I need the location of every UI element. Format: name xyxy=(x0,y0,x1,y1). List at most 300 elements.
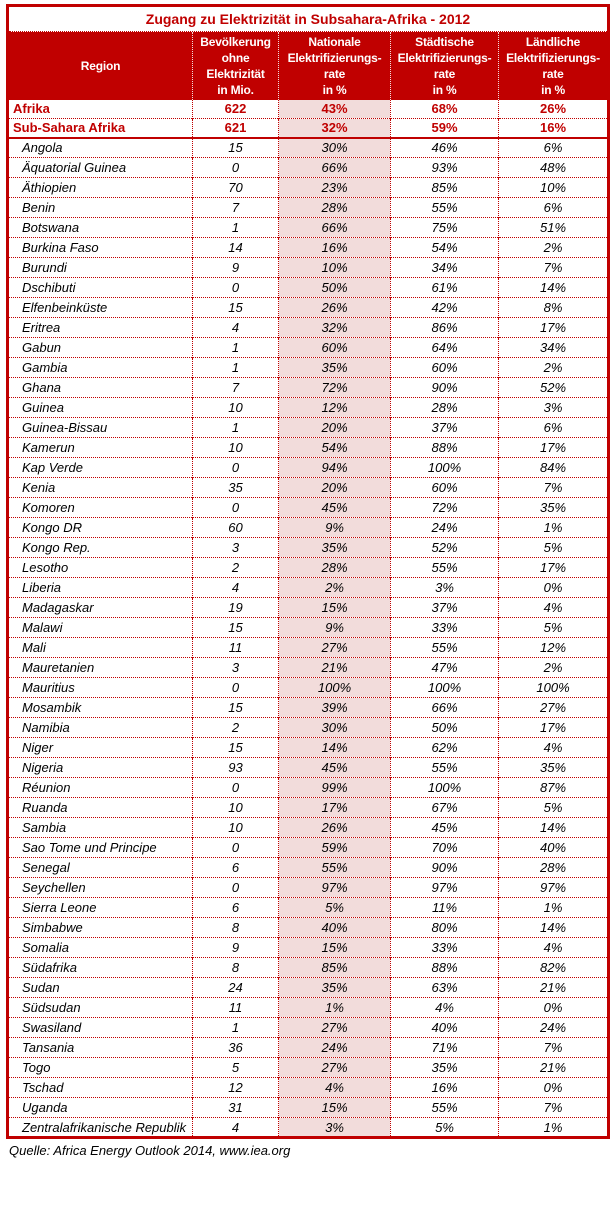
cell-region: Gabun xyxy=(8,338,193,358)
cell-rural-rate: 14% xyxy=(499,278,609,298)
cell-population: 5 xyxy=(193,1058,279,1078)
cell-national-rate: 12% xyxy=(279,398,391,418)
cell-urban-rate: 97% xyxy=(391,878,499,898)
cell-region: Madagaskar xyxy=(8,598,193,618)
table-row xyxy=(8,878,609,898)
country-rows xyxy=(8,138,609,1138)
cell-population: 3 xyxy=(193,538,279,558)
cell-population: 93 xyxy=(193,758,279,778)
table-row xyxy=(8,278,609,298)
cell-rural-rate: 7% xyxy=(499,478,609,498)
cell-urban-rate: 33% xyxy=(391,938,499,958)
cell-urban-rate: 100% xyxy=(391,458,499,478)
cell-rural-rate: 27% xyxy=(499,698,609,718)
cell-urban-rate: 37% xyxy=(391,598,499,618)
column-header-line: ohne xyxy=(221,50,250,65)
cell-population: 7 xyxy=(193,198,279,218)
cell-population: 8 xyxy=(193,918,279,938)
cell-national-rate: 9% xyxy=(279,618,391,638)
cell-rural-rate: 5% xyxy=(499,798,609,818)
cell-rural-rate: 4% xyxy=(499,738,609,758)
table-row xyxy=(8,578,609,598)
cell-region: Liberia xyxy=(8,578,193,598)
cell-urban-rate: 70% xyxy=(391,838,499,858)
cell-region: Benin xyxy=(8,198,193,218)
cell-rural-rate: 17% xyxy=(499,558,609,578)
table-row xyxy=(8,898,609,918)
cell-urban-rate: 3% xyxy=(391,578,499,598)
cell-urban-rate: 86% xyxy=(391,318,499,338)
cell-urban-rate: 90% xyxy=(391,858,499,878)
cell-population: 9 xyxy=(193,938,279,958)
cell-population: 0 xyxy=(193,498,279,518)
cell-population: 11 xyxy=(193,998,279,1018)
cell-population: 10 xyxy=(193,398,279,418)
cell-national-rate: 17% xyxy=(279,798,391,818)
table-row xyxy=(8,778,609,798)
cell-rural-rate: 26% xyxy=(499,100,609,119)
cell-rural-rate: 100% xyxy=(499,678,609,698)
table-row xyxy=(8,418,609,438)
table-row xyxy=(8,598,609,618)
cell-urban-rate: 45% xyxy=(391,818,499,838)
cell-region: Gambia xyxy=(8,358,193,378)
cell-urban-rate: 66% xyxy=(391,698,499,718)
column-header-line: Ländliche xyxy=(525,34,581,49)
table-row xyxy=(8,998,609,1018)
cell-national-rate: 26% xyxy=(279,298,391,318)
cell-rural-rate: 6% xyxy=(499,198,609,218)
table-row xyxy=(8,658,609,678)
cell-region: Äquatorial Guinea xyxy=(8,158,193,178)
cell-national-rate: 94% xyxy=(279,458,391,478)
column-header-row xyxy=(8,32,609,100)
cell-rural-rate: 48% xyxy=(499,158,609,178)
table-row xyxy=(8,1118,609,1138)
cell-national-rate: 30% xyxy=(279,718,391,738)
cell-rural-rate: 2% xyxy=(499,238,609,258)
cell-rural-rate: 87% xyxy=(499,778,609,798)
cell-region: Kenia xyxy=(8,478,193,498)
cell-rural-rate: 2% xyxy=(499,658,609,678)
cell-national-rate: 35% xyxy=(279,978,391,998)
summary-row xyxy=(8,119,609,138)
cell-rural-rate: 21% xyxy=(499,1058,609,1078)
table-row xyxy=(8,398,609,418)
cell-population: 1 xyxy=(193,1018,279,1038)
table-row xyxy=(8,718,609,738)
cell-urban-rate: 90% xyxy=(391,378,499,398)
cell-national-rate: 39% xyxy=(279,698,391,718)
cell-population: 7 xyxy=(193,378,279,398)
cell-region: Tschad xyxy=(8,1078,193,1098)
cell-urban-rate: 42% xyxy=(391,298,499,318)
cell-rural-rate: 1% xyxy=(499,898,609,918)
cell-national-rate: 28% xyxy=(279,558,391,578)
cell-rural-rate: 34% xyxy=(499,338,609,358)
cell-rural-rate: 1% xyxy=(499,518,609,538)
cell-urban-rate: 11% xyxy=(391,898,499,918)
cell-region: Senegal xyxy=(8,858,193,878)
source-caption: Quelle: Africa Energy Outlook 2014, www.iea.org xyxy=(9,1143,291,1158)
cell-urban-rate: 88% xyxy=(391,958,499,978)
cell-population: 15 xyxy=(193,738,279,758)
cell-urban-rate: 60% xyxy=(391,358,499,378)
cell-region: Swasiland xyxy=(8,1018,193,1038)
cell-population: 0 xyxy=(193,838,279,858)
column-header-line: Städtische xyxy=(415,34,474,49)
cell-population: 10 xyxy=(193,438,279,458)
cell-rural-rate: 84% xyxy=(499,458,609,478)
cell-urban-rate: 85% xyxy=(391,178,499,198)
cell-urban-rate: 71% xyxy=(391,1038,499,1058)
column-header-line: Elektrizität xyxy=(206,66,265,81)
cell-region: Mali xyxy=(8,638,193,658)
cell-rural-rate: 6% xyxy=(499,418,609,438)
cell-urban-rate: 64% xyxy=(391,338,499,358)
cell-urban-rate: 68% xyxy=(391,100,499,119)
cell-national-rate: 45% xyxy=(279,498,391,518)
cell-urban-rate: 100% xyxy=(391,778,499,798)
cell-rural-rate: 4% xyxy=(499,938,609,958)
cell-urban-rate: 54% xyxy=(391,238,499,258)
electrification-table xyxy=(6,4,610,1139)
cell-region: Somalia xyxy=(8,938,193,958)
column-header-line: rate xyxy=(433,66,456,81)
cell-urban-rate: 60% xyxy=(391,478,499,498)
cell-population: 4 xyxy=(193,1118,279,1138)
cell-population: 0 xyxy=(193,778,279,798)
cell-national-rate: 2% xyxy=(279,578,391,598)
cell-population: 1 xyxy=(193,358,279,378)
column-header-rural-rate xyxy=(499,32,609,100)
cell-rural-rate: 0% xyxy=(499,998,609,1018)
cell-rural-rate: 0% xyxy=(499,1078,609,1098)
cell-national-rate: 72% xyxy=(279,378,391,398)
cell-urban-rate: 88% xyxy=(391,438,499,458)
cell-national-rate: 24% xyxy=(279,1038,391,1058)
cell-urban-rate: 52% xyxy=(391,538,499,558)
cell-urban-rate: 35% xyxy=(391,1058,499,1078)
cell-region: Botswana xyxy=(8,218,193,238)
cell-urban-rate: 55% xyxy=(391,638,499,658)
table-row xyxy=(8,1098,609,1118)
cell-urban-rate: 37% xyxy=(391,418,499,438)
cell-population: 622 xyxy=(193,100,279,119)
cell-population: 0 xyxy=(193,678,279,698)
cell-region: Elfenbeinküste xyxy=(8,298,193,318)
cell-region: Angola xyxy=(8,138,193,158)
cell-population: 10 xyxy=(193,798,279,818)
cell-national-rate: 30% xyxy=(279,138,391,158)
cell-national-rate: 43% xyxy=(279,100,391,119)
table-row xyxy=(8,178,609,198)
cell-rural-rate: 12% xyxy=(499,638,609,658)
cell-population: 6 xyxy=(193,858,279,878)
cell-urban-rate: 4% xyxy=(391,998,499,1018)
cell-region: Afrika xyxy=(13,101,50,117)
table-row xyxy=(8,918,609,938)
column-header-line: Nationale xyxy=(308,34,361,49)
cell-region: Kamerun xyxy=(8,438,193,458)
cell-rural-rate: 35% xyxy=(499,758,609,778)
cell-region: Guinea xyxy=(8,398,193,418)
column-header-population-without-electricity xyxy=(193,32,279,100)
cell-rural-rate: 3% xyxy=(499,398,609,418)
cell-national-rate: 21% xyxy=(279,658,391,678)
cell-national-rate: 27% xyxy=(279,1018,391,1038)
summary-rows xyxy=(8,100,609,138)
cell-national-rate: 15% xyxy=(279,938,391,958)
table-row xyxy=(8,558,609,578)
cell-population: 10 xyxy=(193,818,279,838)
table-row xyxy=(8,238,609,258)
table-row xyxy=(8,958,609,978)
table-row xyxy=(8,738,609,758)
column-header-national-rate xyxy=(279,32,391,100)
cell-region: Mosambik xyxy=(8,698,193,718)
cell-urban-rate: 72% xyxy=(391,498,499,518)
cell-region: Lesotho xyxy=(8,558,193,578)
cell-urban-rate: 16% xyxy=(391,1078,499,1098)
cell-population: 15 xyxy=(193,618,279,638)
cell-urban-rate: 63% xyxy=(391,978,499,998)
cell-national-rate: 27% xyxy=(279,638,391,658)
cell-population: 4 xyxy=(193,318,279,338)
cell-population: 1 xyxy=(193,418,279,438)
cell-rural-rate: 6% xyxy=(499,138,609,158)
cell-urban-rate: 46% xyxy=(391,138,499,158)
cell-national-rate: 99% xyxy=(279,778,391,798)
cell-rural-rate: 1% xyxy=(499,1118,609,1138)
cell-rural-rate: 24% xyxy=(499,1018,609,1038)
table-row xyxy=(8,818,609,838)
table-row xyxy=(8,838,609,858)
cell-national-rate: 50% xyxy=(279,278,391,298)
table-row xyxy=(8,478,609,498)
cell-rural-rate: 2% xyxy=(499,358,609,378)
cell-population: 15 xyxy=(193,138,279,158)
cell-population: 15 xyxy=(193,298,279,318)
table-row xyxy=(8,338,609,358)
column-header-line: in Mio. xyxy=(217,82,254,97)
cell-urban-rate: 40% xyxy=(391,1018,499,1038)
table-row xyxy=(8,978,609,998)
cell-region: Ghana xyxy=(8,378,193,398)
cell-national-rate: 60% xyxy=(279,338,391,358)
summary-row xyxy=(8,100,609,119)
table-row xyxy=(8,198,609,218)
cell-region: Ruanda xyxy=(8,798,193,818)
cell-national-rate: 28% xyxy=(279,198,391,218)
cell-national-rate: 100% xyxy=(279,678,391,698)
cell-rural-rate: 16% xyxy=(499,119,609,138)
cell-region: Kongo Rep. xyxy=(8,538,193,558)
cell-rural-rate: 52% xyxy=(499,378,609,398)
cell-region: Réunion xyxy=(8,778,193,798)
table-row xyxy=(8,618,609,638)
cell-rural-rate: 7% xyxy=(499,1038,609,1058)
cell-population: 8 xyxy=(193,958,279,978)
cell-population: 24 xyxy=(193,978,279,998)
cell-population: 36 xyxy=(193,1038,279,1058)
table-row xyxy=(8,858,609,878)
cell-region: Mauritius xyxy=(8,678,193,698)
cell-region: Togo xyxy=(8,1058,193,1078)
cell-region: Sao Tome und Principe xyxy=(8,838,193,858)
cell-urban-rate: 80% xyxy=(391,918,499,938)
cell-rural-rate: 7% xyxy=(499,1098,609,1118)
cell-region: Sierra Leone xyxy=(8,898,193,918)
column-header-line: Region xyxy=(80,58,121,73)
cell-national-rate: 32% xyxy=(279,119,391,138)
cell-national-rate: 85% xyxy=(279,958,391,978)
table-row xyxy=(8,318,609,338)
cell-rural-rate: 14% xyxy=(499,918,609,938)
cell-national-rate: 15% xyxy=(279,598,391,618)
cell-region: Südafrika xyxy=(8,958,193,978)
cell-urban-rate: 50% xyxy=(391,718,499,738)
cell-population: 6 xyxy=(193,898,279,918)
cell-population: 19 xyxy=(193,598,279,618)
column-header-line: in % xyxy=(432,82,457,97)
cell-rural-rate: 97% xyxy=(499,878,609,898)
cell-national-rate: 35% xyxy=(279,538,391,558)
cell-region: Kap Verde xyxy=(8,458,193,478)
cell-urban-rate: 55% xyxy=(391,558,499,578)
cell-national-rate: 4% xyxy=(279,1078,391,1098)
column-header-line: rate xyxy=(542,66,564,81)
cell-national-rate: 66% xyxy=(279,218,391,238)
cell-region: Mauretanien xyxy=(8,658,193,678)
cell-population: 60 xyxy=(193,518,279,538)
cell-region: Burundi xyxy=(8,258,193,278)
cell-population: 11 xyxy=(193,638,279,658)
column-header-line: Elektrifizierungs- xyxy=(397,50,492,65)
cell-region: Seychellen xyxy=(8,878,193,898)
cell-population: 0 xyxy=(193,278,279,298)
cell-rural-rate: 40% xyxy=(499,838,609,858)
cell-national-rate: 20% xyxy=(279,478,391,498)
cell-national-rate: 54% xyxy=(279,438,391,458)
column-header-line: Bevölkerung xyxy=(200,34,271,49)
cell-rural-rate: 51% xyxy=(499,218,609,238)
cell-population: 621 xyxy=(193,119,279,138)
cell-population: 31 xyxy=(193,1098,279,1118)
cell-region: Kongo DR xyxy=(8,518,193,538)
cell-population: 12 xyxy=(193,1078,279,1098)
cell-region: Uganda xyxy=(8,1098,193,1118)
cell-urban-rate: 67% xyxy=(391,798,499,818)
cell-national-rate: 5% xyxy=(279,898,391,918)
cell-urban-rate: 93% xyxy=(391,158,499,178)
cell-urban-rate: 59% xyxy=(391,119,499,138)
table-row xyxy=(8,138,609,158)
cell-urban-rate: 100% xyxy=(391,678,499,698)
table-row xyxy=(8,1058,609,1078)
table-row xyxy=(8,378,609,398)
cell-national-rate: 14% xyxy=(279,738,391,758)
table-row xyxy=(8,458,609,478)
cell-rural-rate: 82% xyxy=(499,958,609,978)
cell-national-rate: 3% xyxy=(279,1118,391,1138)
table-row xyxy=(8,498,609,518)
cell-rural-rate: 28% xyxy=(499,858,609,878)
table-row xyxy=(8,438,609,458)
cell-urban-rate: 33% xyxy=(391,618,499,638)
cell-urban-rate: 75% xyxy=(391,218,499,238)
column-header-urban-rate xyxy=(391,32,499,100)
cell-rural-rate: 17% xyxy=(499,438,609,458)
cell-rural-rate: 17% xyxy=(499,318,609,338)
column-header-line: rate xyxy=(323,66,346,81)
cell-rural-rate: 14% xyxy=(499,818,609,838)
title-row xyxy=(8,6,609,32)
cell-region: Burkina Faso xyxy=(8,238,193,258)
cell-rural-rate: 17% xyxy=(499,718,609,738)
column-header-line: in % xyxy=(541,82,565,97)
cell-population: 0 xyxy=(193,458,279,478)
cell-region: Sudan xyxy=(8,978,193,998)
cell-region: Komoren xyxy=(8,498,193,518)
cell-rural-rate: 8% xyxy=(499,298,609,318)
cell-population: 1 xyxy=(193,218,279,238)
cell-urban-rate: 55% xyxy=(391,758,499,778)
cell-region: Sambia xyxy=(8,818,193,838)
cell-rural-rate: 35% xyxy=(499,498,609,518)
cell-national-rate: 40% xyxy=(279,918,391,938)
column-header-region xyxy=(8,32,193,100)
cell-region: Sub-Sahara Afrika xyxy=(8,119,193,138)
cell-region: Eritrea xyxy=(8,318,193,338)
cell-rural-rate: 0% xyxy=(499,578,609,598)
table-row xyxy=(8,258,609,278)
cell-national-rate: 59% xyxy=(279,838,391,858)
cell-national-rate: 66% xyxy=(279,158,391,178)
cell-urban-rate: 62% xyxy=(391,738,499,758)
cell-urban-rate: 55% xyxy=(391,1098,499,1118)
cell-region: Südsudan xyxy=(8,998,193,1018)
cell-national-rate: 27% xyxy=(279,1058,391,1078)
table-row xyxy=(8,158,609,178)
cell-national-rate: 45% xyxy=(279,758,391,778)
cell-region: Zentralafrikanische Republik xyxy=(8,1118,193,1138)
cell-rural-rate: 21% xyxy=(499,978,609,998)
cell-population: 35 xyxy=(193,478,279,498)
cell-population: 2 xyxy=(193,718,279,738)
cell-urban-rate: 24% xyxy=(391,518,499,538)
table-row xyxy=(8,698,609,718)
cell-region: Äthiopien xyxy=(8,178,193,198)
column-header-line: Elektrifizierungs- xyxy=(506,50,600,65)
table-row xyxy=(8,298,609,318)
cell-national-rate: 9% xyxy=(279,518,391,538)
cell-national-rate: 35% xyxy=(279,358,391,378)
cell-population: 15 xyxy=(193,698,279,718)
cell-population: 0 xyxy=(193,878,279,898)
cell-national-rate: 1% xyxy=(279,998,391,1018)
cell-national-rate: 32% xyxy=(279,318,391,338)
cell-rural-rate: 5% xyxy=(499,538,609,558)
cell-national-rate: 10% xyxy=(279,258,391,278)
cell-population: 1 xyxy=(193,338,279,358)
cell-region: Niger xyxy=(8,738,193,758)
cell-national-rate: 26% xyxy=(279,818,391,838)
cell-region: Dschibuti xyxy=(8,278,193,298)
cell-region: Simbabwe xyxy=(8,918,193,938)
cell-population: 9 xyxy=(193,258,279,278)
cell-national-rate: 20% xyxy=(279,418,391,438)
